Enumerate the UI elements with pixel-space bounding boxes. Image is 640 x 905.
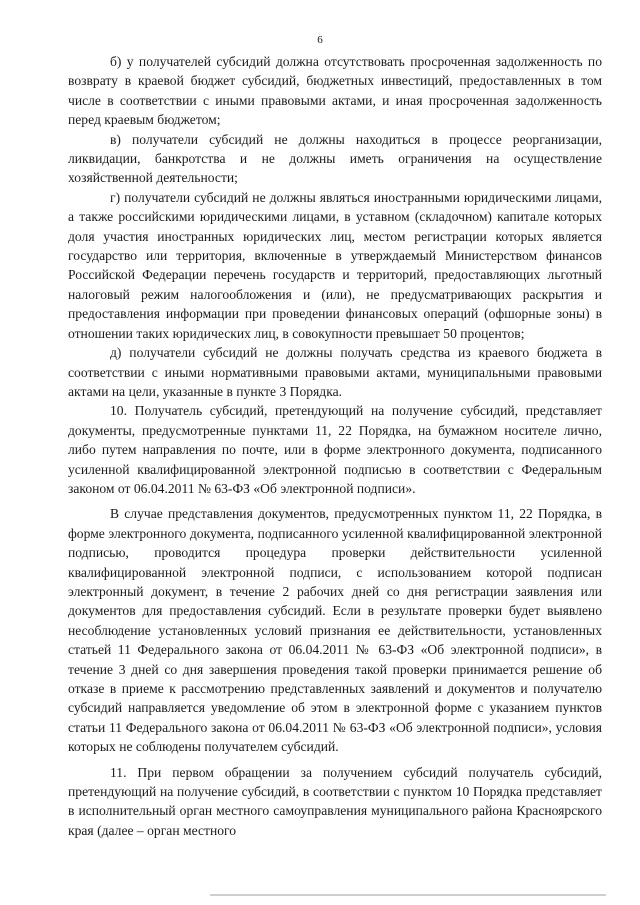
- paragraph-b: б) у получателей субсидий должна отсутствовать просроченная задолженность по возврату в краевой бюджет субсидий, бюджетных инвестиций, предоставленных в том числе в соответствии с иными правовыми актами, и иная просроченная задолженность перед краевым бюджетом;: [68, 54, 602, 128]
- bottom-scan-line: [210, 894, 606, 896]
- page-number: 6: [317, 34, 323, 46]
- paragraph-electronic-verification: В случае представления документов, предусмотренных пунктом 11, 22 Порядка, в форме электронного документа, подписанного усиленной квалифицированной электронной подписью, проводится процедура проверки действительности усиленной квалифицированной электронной подписи, с использованием которой подписан электронный документ, в течение 2 рабочих дней со дня регистрации заявления или документов для предоставления субсидий. Если в результате проверки будет выявлено несоблюдение установленных условий признания ее действительности, установленных статьей 11 Федерального закона от 06.04.2011 № 63-ФЗ «Об электронной подписи», в течение 3 дней со дня завершения проведения такой проверки принимается решение об отказе в приеме к рассмотрению представленных заявлений и документов и получателю субсидий направляется уведомление об этом в электронной форме с указанием пунктов статьи 11 Федерального закона от 06.04.2011 № 63-ФЗ «Об электронной подписи», условия которых не соблюдены получателем субсидий.: [68, 506, 602, 755]
- paragraph-g: г) получатели субсидий не должны являться иностранными юридическими лицами, а также российскими юридическими лицами, в уставном (складочном) капитале которых доля участия иностранных юридических лиц, местом регистрации которых является государство или территория, включенные в утверждаемый Министерством финансов Российской Федерации перечень государств и территорий, предоставляющих льготный налоговый режим налогообложения и (или), не предусматривающих раскрытия и предоставления информации при проведении финансовых операций (офшорные зоны) в отношении таких юридических лиц, в совокупности превышает 50 процентов;: [68, 189, 602, 341]
- document-body: [68, 52, 602, 840]
- paragraph-v: в) получатели субсидий не должны находиться в процессе реорганизации, ликвидации, банкротства и не должны иметь ограничения на осуществление хозяйственной деятельности;: [68, 131, 602, 186]
- paragraph-d: д) получатели субсидий не должны получать средства из краевого бюджета в соответствии с иными нормативными правовыми актами, муниципальными правовыми актами на цели, указанные в пункте 3 Порядка.: [68, 345, 602, 399]
- paragraph-11: 11. При первом обращении за получением субсидий получатель субсидий, претендующий на получение субсидий, в соответствии с пунктом 10 Порядка представляет в исполнительный орган местного самоуправления муниципального района Красноярского края (далее – орган местного: [68, 764, 602, 838]
- paragraph-10: 10. Получатель субсидий, претендующий на получение субсидий, представляет документы, предусмотренные пунктами 11, 22 Порядка, на бумажном носителе лично, либо путем направления по почте, или в форме электронного документа, подписанного усиленной квалифицированной электронной подписью в соответствии с Федеральным законом от 06.04.2011 № 63-ФЗ «Об электронной подписи».: [68, 403, 602, 496]
